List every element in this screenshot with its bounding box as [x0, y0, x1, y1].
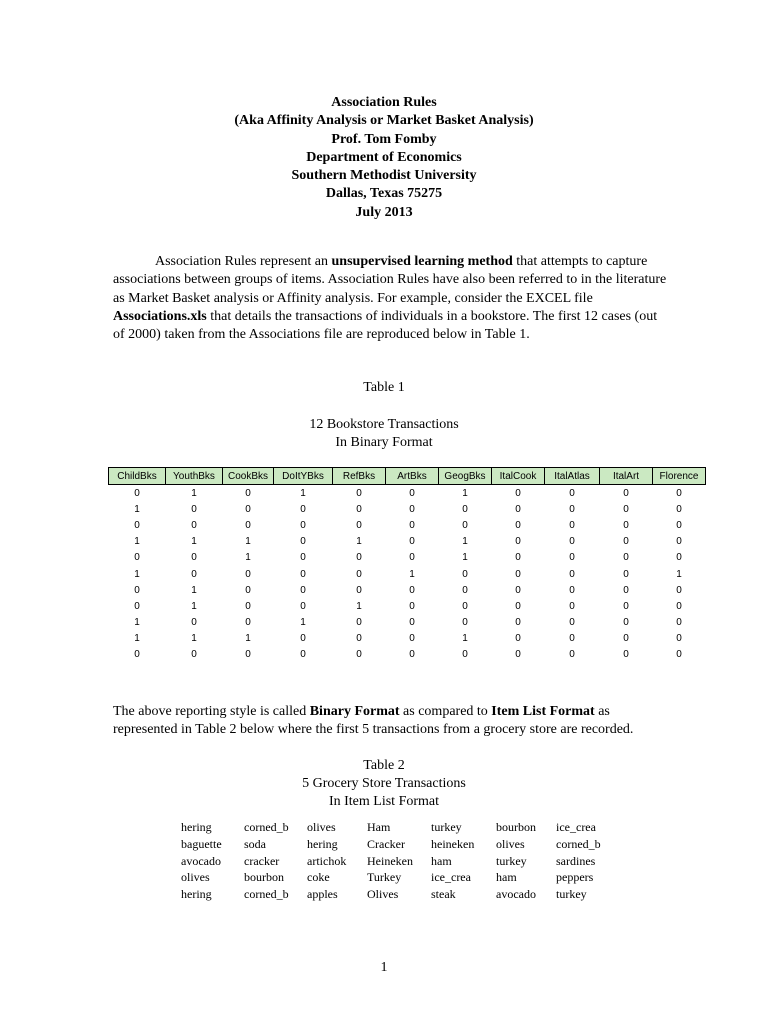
table1-cell: 0: [462, 503, 468, 515]
table1-cell: 0: [409, 519, 415, 531]
table1-header-cell: ArtBks: [386, 468, 439, 485]
table2-cell: ham: [431, 853, 452, 868]
table1-cell: 0: [245, 584, 251, 596]
table2-cell: ice_crea: [431, 870, 471, 885]
table1-row: [109, 598, 706, 614]
table1-cell: 0: [462, 568, 468, 580]
table1-cell: 0: [569, 617, 575, 629]
table2-cell: baguette: [181, 836, 222, 851]
table1-cell: 0: [623, 552, 629, 564]
table2-cell: soda: [244, 836, 266, 851]
table1-cell: 0: [191, 519, 197, 531]
table1-cell: 0: [191, 617, 197, 629]
intro-bold-2: Associations.xls: [113, 308, 207, 324]
table1-cell: 0: [356, 503, 362, 515]
table1-cell: 0: [356, 519, 362, 531]
table1-cell: 0: [356, 633, 362, 645]
table1-header-cell: RefBks: [333, 468, 386, 485]
table1-row: [109, 550, 706, 566]
table1-header-cell: ItalAtlas: [545, 468, 600, 485]
table1-cell: 0: [134, 649, 140, 661]
table1-cell: 0: [191, 649, 197, 661]
table1-cell: 0: [676, 519, 682, 531]
table2-row: [177, 820, 620, 837]
table1-row: [109, 566, 706, 582]
table1-cell: 0: [409, 552, 415, 564]
middle-text-3: as represented in Table 2 below where the first 5 transactions from a grocery store are recorded.: [113, 704, 634, 738]
middle-bold-2: Item List Format: [491, 704, 595, 719]
table2-cell: Turkey: [367, 870, 402, 885]
table2-row: [177, 870, 620, 887]
table2-cell: heineken: [431, 836, 475, 851]
table1-cell: 0: [300, 552, 306, 564]
table1-caption-2: In Binary Format: [335, 435, 433, 450]
intro-text-1: Association Rules represent an: [155, 254, 332, 269]
table1-cell: 0: [245, 600, 251, 612]
table2-cell: apples: [307, 887, 338, 902]
table1-cell: 0: [569, 519, 575, 531]
table1-cell: 0: [245, 649, 251, 661]
table1-header-cell: Florence: [653, 468, 706, 485]
table1-cell: 0: [409, 487, 415, 499]
table2-cell: turkey: [496, 853, 527, 868]
table2-cell: bourbon: [496, 820, 536, 834]
table1-cell: 0: [569, 503, 575, 515]
table1-cell: 1: [245, 536, 251, 548]
table1-cell: 1: [356, 536, 362, 548]
table1-cell: 1: [462, 552, 468, 564]
table2-caption-1: 5 Grocery Store Transactions: [302, 776, 466, 791]
table1-cell: 1: [191, 487, 197, 499]
table1-cell: 0: [409, 649, 415, 661]
table1-cell: 0: [409, 617, 415, 629]
table1-cell: 0: [245, 568, 251, 580]
table1-cell: 0: [569, 487, 575, 499]
table2-cell: steak: [431, 887, 456, 902]
table1-cell: 1: [245, 552, 251, 564]
table1-cell: 0: [300, 503, 306, 515]
table2-cell: cracker: [244, 853, 280, 868]
table1-cell: 0: [134, 487, 140, 499]
table1-cell: 0: [676, 633, 682, 645]
table2-cell: hering: [307, 836, 338, 851]
table1-cell: 0: [356, 649, 362, 661]
middle-text-1: The above reporting style is called: [113, 704, 310, 719]
table2-cell: Cracker: [367, 836, 405, 851]
table1-cell: 0: [515, 552, 521, 564]
table1-cell: 0: [462, 584, 468, 596]
table1-cell: 1: [134, 617, 140, 629]
table1-cell: 0: [356, 568, 362, 580]
table1-cell: 0: [623, 503, 629, 515]
table1-cell: 1: [245, 633, 251, 645]
table1-cell: 0: [515, 617, 521, 629]
table1-row: [109, 501, 706, 517]
table1-cell: 0: [623, 487, 629, 499]
table1-cell: 0: [676, 617, 682, 629]
middle-paragraph: [113, 703, 668, 740]
table1-cell: 0: [569, 568, 575, 580]
table1-cell: 0: [409, 633, 415, 645]
table2-caption-2: In Item List Format: [328, 794, 440, 809]
department: Department of Economics: [306, 149, 462, 165]
table1-cell: 0: [134, 519, 140, 531]
table1-cell: 1: [409, 568, 415, 580]
table1-cell: 0: [569, 600, 575, 612]
table1-cell: 0: [515, 633, 521, 645]
table2-cell: corned_b: [244, 820, 289, 834]
table1-row: [109, 534, 706, 550]
table1-cell: 0: [300, 600, 306, 612]
table1-cell: 0: [409, 536, 415, 548]
table1-cell: 0: [462, 649, 468, 661]
table1-cell: 1: [300, 487, 306, 499]
table1-cell: 0: [245, 519, 251, 531]
table1-cell: 0: [191, 552, 197, 564]
table1-cell: 0: [300, 536, 306, 548]
doc-title: Association Rules: [331, 95, 437, 110]
table1-cell: 0: [134, 552, 140, 564]
table1-cell: 0: [676, 649, 682, 661]
table1-header-cell: GeogBks: [439, 468, 492, 485]
table2-cell: artichok: [307, 853, 347, 868]
intro-bold-1: unsupervised learning method: [331, 254, 513, 269]
item-list-table: [177, 820, 620, 904]
table2-row: [177, 887, 620, 904]
table1-cell: 0: [515, 600, 521, 612]
table2-cell: avocado: [496, 887, 536, 902]
university: Southern Methodist University: [291, 168, 477, 184]
table1-cell: 0: [676, 552, 682, 564]
table1-cell: 0: [300, 584, 306, 596]
table1-cell: 1: [134, 536, 140, 548]
table1-cell: 0: [569, 552, 575, 564]
table1-cell: 0: [409, 503, 415, 515]
table2-row: [177, 837, 620, 854]
table2-cell: ice_crea: [556, 820, 596, 834]
table1-row: [109, 517, 706, 533]
table1-cell: 0: [623, 519, 629, 531]
middle-text-2: as compared to: [399, 704, 492, 719]
table1-cell: 0: [623, 633, 629, 645]
table2-cell: Ham: [367, 820, 391, 834]
table1-cell: 0: [191, 568, 197, 580]
table1-cell: 0: [462, 600, 468, 612]
table1-cell: 0: [356, 617, 362, 629]
table1-cell: 0: [623, 568, 629, 580]
table1-cell: 0: [300, 519, 306, 531]
table1-header-cell: ItalArt: [600, 468, 653, 485]
table1-label: Table 1: [363, 380, 405, 395]
table1-row: [109, 631, 706, 647]
table2-cell: coke: [307, 870, 330, 885]
table1-cell: 1: [134, 633, 140, 645]
table1-cell: 0: [515, 649, 521, 661]
table1-row: [109, 582, 706, 598]
table1-cell: 1: [300, 617, 306, 629]
intro-paragraph: [113, 253, 668, 344]
date: July 2013: [355, 204, 413, 220]
table1-cell: 0: [623, 536, 629, 548]
table1-cell: 0: [676, 487, 682, 499]
table1-cell: 0: [515, 568, 521, 580]
table1-header-cell: ChildBks: [109, 468, 166, 485]
table1-cell: 0: [300, 568, 306, 580]
table2-cell: sardines: [556, 853, 596, 868]
table1-cell: 0: [245, 617, 251, 629]
table2-cell: hering: [181, 887, 212, 902]
page-number: 1: [380, 960, 388, 975]
table1-caption-1: 12 Bookstore Transactions: [309, 417, 459, 432]
table1-cell: 1: [191, 600, 197, 612]
doc-subtitle: (Aka Affinity Analysis or Market Basket Analysis): [234, 113, 534, 129]
table2-cell: corned_b: [244, 887, 289, 902]
table1-cell: 0: [356, 584, 362, 596]
table1-cell: 0: [245, 503, 251, 515]
table1-cell: 0: [569, 633, 575, 645]
table1-cell: 0: [409, 600, 415, 612]
table1-cell: 0: [134, 584, 140, 596]
table1-cell: 0: [356, 487, 362, 499]
table1-cell: 0: [569, 584, 575, 596]
table1-cell: 1: [134, 568, 140, 580]
title-block: [0, 94, 768, 222]
table1-cell: 0: [515, 536, 521, 548]
table2-row: [177, 854, 620, 871]
intro-text-3: that details the transactions of individuals in a bookstore. The first 12 cases (out of 2000) taken from the Associations file are reproduced below in Table 1.: [113, 308, 658, 343]
table1-cell: 0: [623, 584, 629, 596]
table2-cell: olives: [496, 836, 525, 851]
table1-cell: 0: [191, 503, 197, 515]
table1-row: [109, 647, 706, 663]
table1-header-cell: ItalCook: [492, 468, 545, 485]
table2-cell: turkey: [431, 820, 462, 834]
table1-cell: 0: [462, 519, 468, 531]
table1-row: [109, 615, 706, 631]
table1-cell: 0: [569, 649, 575, 661]
table1-cell: 0: [623, 649, 629, 661]
table1-cell: 1: [462, 536, 468, 548]
table2-cell: peppers: [556, 870, 594, 885]
table2-cell: hering: [181, 820, 212, 834]
table1-cell: 0: [515, 487, 521, 499]
table1-cell: 0: [462, 617, 468, 629]
table1-cell: 0: [409, 584, 415, 596]
table2-cell: turkey: [556, 887, 587, 902]
binary-table: [108, 467, 706, 663]
table1-cell: 1: [191, 536, 197, 548]
table1-cell: 1: [462, 487, 468, 499]
table2-cell: olives: [181, 870, 210, 885]
table1-row: [109, 485, 706, 502]
table1-cell: 0: [245, 487, 251, 499]
table1-cell: 0: [515, 503, 521, 515]
table2-cell: Olives: [367, 887, 399, 902]
table1-cell: 1: [134, 503, 140, 515]
table1-cell: 0: [676, 536, 682, 548]
table1-cell: 0: [134, 600, 140, 612]
table1-cell: 1: [676, 568, 682, 580]
table1-cell: 0: [515, 584, 521, 596]
table1-header-cell: DoItYBks: [274, 468, 333, 485]
table1-cell: 0: [300, 633, 306, 645]
table2-cell: corned_b: [556, 836, 601, 851]
table1-cell: 0: [676, 600, 682, 612]
table1-cell: 0: [300, 649, 306, 661]
table2-cell: Heineken: [367, 853, 413, 868]
location: Dallas, Texas 75275: [325, 186, 443, 202]
table1-cell: 0: [623, 617, 629, 629]
intro-text-2: that attempts to capture associations between groups of items. Association Rules have also been referred to in the literature as Market Basket analysis or Affinity analysis. For example, consider the EXCEL file: [113, 254, 667, 306]
table2-cell: avocado: [181, 853, 221, 868]
middle-bold-1: Binary Format: [309, 704, 400, 719]
table1-header-cell: CookBks: [223, 468, 274, 485]
table1-cell: 1: [356, 600, 362, 612]
table1-header-cell: YouthBks: [166, 468, 223, 485]
table1-cell: 0: [515, 519, 521, 531]
table2-label: Table 2: [363, 758, 405, 773]
table2-cell: bourbon: [244, 870, 284, 885]
table1-cell: 0: [676, 503, 682, 515]
table1-cell: 1: [191, 633, 197, 645]
table1-cell: 0: [569, 536, 575, 548]
table1-cell: 0: [356, 552, 362, 564]
table1-cell: 1: [191, 584, 197, 596]
table1-cell: 1: [462, 633, 468, 645]
table2-cell: olives: [307, 820, 336, 834]
table1-cell: 0: [676, 584, 682, 596]
table1-cell: 0: [623, 600, 629, 612]
table2-cell: ham: [496, 870, 517, 885]
author: Prof. Tom Fomby: [331, 131, 437, 147]
